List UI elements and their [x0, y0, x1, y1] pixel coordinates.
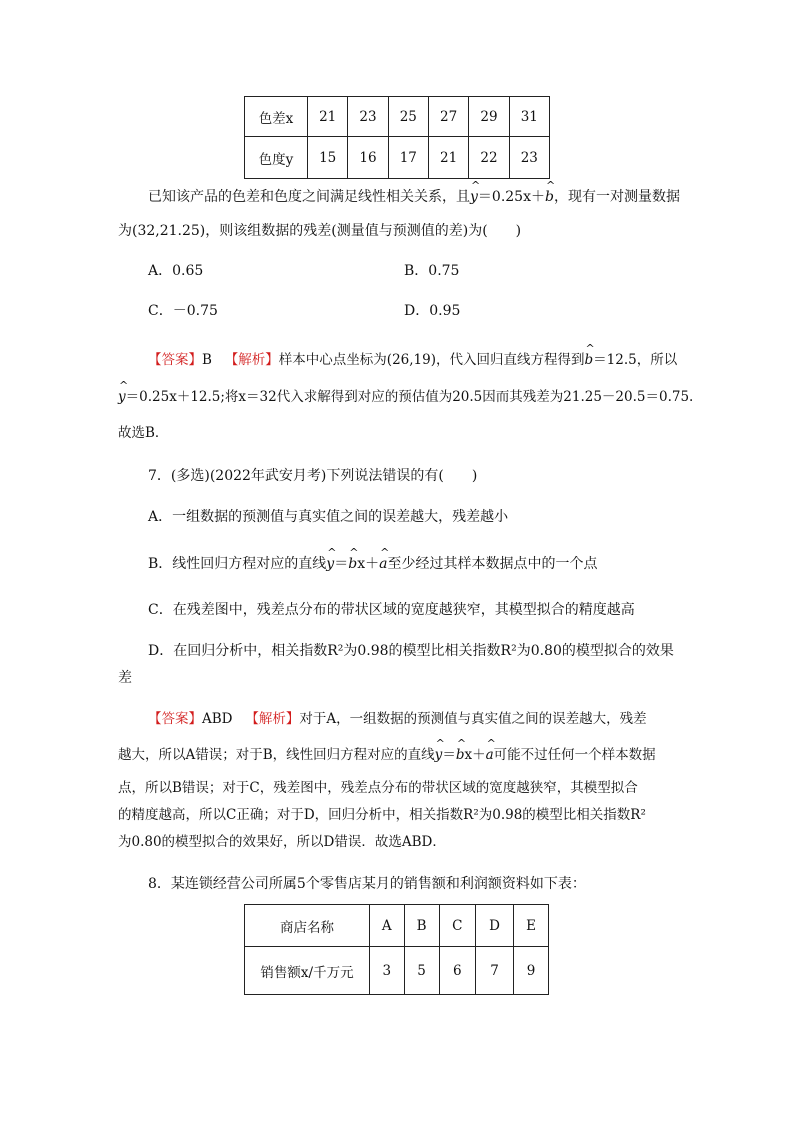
b-hat: ^ b: [584, 350, 593, 370]
q7-option-d-line2: 差: [118, 670, 132, 686]
q6-answer-line1: 【答案】B 【解析】样本中心点坐标为(26,19)，代入回归直线方程得到^ b＝12.5，所以: [148, 350, 677, 370]
q7-analysis-line5: 为0.80的模型拟合的效果好，所以D错误．故选ABD．: [118, 834, 446, 850]
q6-analysis-line2: ^ y＝0.25x＋12.5;将x＝32代入求解得到对应的预估值为20.5因而其残差为21.25－20.5＝0.75.: [118, 387, 693, 407]
q6-stem-line1: 已知该产品的色差和色度之间满足线性相关关系，且^ y＝0.25x＋^ b，现有一对测量数据: [148, 187, 680, 207]
table-cell: C: [439, 905, 475, 947]
q6-option-a: A．0.65: [148, 263, 204, 279]
q7-option-d-line1: D．在回归分析中，相关指数R²为0.98的模型比相关指数R²为0.80的模型拟合的效果: [148, 643, 674, 659]
table-cell: 15: [308, 137, 348, 179]
table-cell: D: [476, 905, 514, 947]
q7-option-a: A．一组数据的预测值与真实值之间的误差越大，残差越小: [148, 509, 509, 525]
table-cell: 3: [370, 947, 405, 995]
q7-analysis-line2: 越大，所以A错误；对于B，线性回归方程对应的直线^ y＝^ bx＋^ a可能不过任何一个样本数据: [118, 745, 656, 765]
table-cell: 31: [509, 97, 549, 137]
table-cell: 21: [308, 97, 348, 137]
a-hat: ^ a: [486, 745, 494, 765]
b-hat: ^ b: [545, 187, 554, 207]
table-cell: A: [370, 905, 405, 947]
q6-analysis-line3: 故选B．: [118, 425, 169, 441]
answer-value: ABD: [202, 711, 233, 727]
table-cell: 21: [428, 137, 468, 179]
sales-data-table: [244, 904, 549, 995]
q7-stem: 7．(多选)(2022年武安月考)下列说法错误的有( ): [148, 468, 478, 484]
q6-option-d: D．0.95: [404, 303, 461, 319]
y-hat: ^ y: [118, 387, 126, 407]
table-row-header: 销售额x/千万元: [245, 947, 370, 995]
analysis-tag: 【解析】: [245, 711, 300, 727]
y-hat: ^ y: [435, 745, 443, 765]
table-cell: 23: [348, 97, 388, 137]
q8-stem: 8．某连锁经营公司所属5个零售店某月的销售额和利润额资料如下表：: [148, 876, 586, 892]
table-row-header: 色度y: [245, 137, 308, 179]
table-cell: 6: [439, 947, 475, 995]
q7-option-c: C．在残差图中，残差点分布的带状区域的宽度越狭窄，其模型拟合的精度越高: [148, 602, 635, 618]
y-hat: ^ y: [470, 187, 478, 207]
table-cell: E: [514, 905, 549, 947]
table-cell: 27: [428, 97, 468, 137]
color-data-table: [244, 96, 550, 179]
table-cell: 7: [476, 947, 514, 995]
q6-option-c: C．－0.75: [148, 303, 218, 319]
q7-analysis-line3: 点，所以B错误；对于C，残差图中，残差点分布的带状区域的宽度越狭窄，其模型拟合: [118, 780, 638, 796]
q6-option-b: B．0.75: [404, 263, 460, 279]
table-cell: B: [404, 905, 439, 947]
q7-answer-line1: 【答案】ABD 【解析】对于A，一组数据的预测值与真实值之间的误差越大，残差: [148, 711, 647, 727]
table-row-header: 商店名称: [245, 905, 370, 947]
answer-tag: 【答案】: [148, 711, 202, 727]
y-hat: ^ y: [326, 554, 334, 574]
answer-value: B: [202, 352, 212, 368]
table-cell: 25: [388, 97, 428, 137]
q7-option-b: B．线性回归方程对应的直线^ y＝^ bx＋^ a至少经过其样本数据点中的一个点: [148, 554, 597, 574]
a-hat: ^ a: [379, 554, 387, 574]
answer-tag: 【答案】: [148, 352, 202, 368]
q6-stem-line2: 为(32,21.25)，则该组数据的残差(测量值与预测值的差)为( ): [118, 223, 522, 239]
table-cell: 5: [404, 947, 439, 995]
table-cell: 9: [514, 947, 549, 995]
b-hat: ^ b: [456, 745, 465, 765]
table-cell: 23: [509, 137, 549, 179]
table-cell: 29: [469, 97, 509, 137]
table-cell: 16: [348, 137, 388, 179]
b-hat: ^ b: [348, 554, 357, 574]
analysis-tag: 【解析】: [224, 352, 279, 368]
table-cell: 17: [388, 137, 428, 179]
table-row-header: 色差x: [245, 97, 308, 137]
table-cell: 22: [469, 137, 509, 179]
q7-analysis-line4: 的精度越高，所以C正确；对于D，回归分析中，相关指数R²为0.98的模型比相关指数R²: [118, 807, 646, 823]
